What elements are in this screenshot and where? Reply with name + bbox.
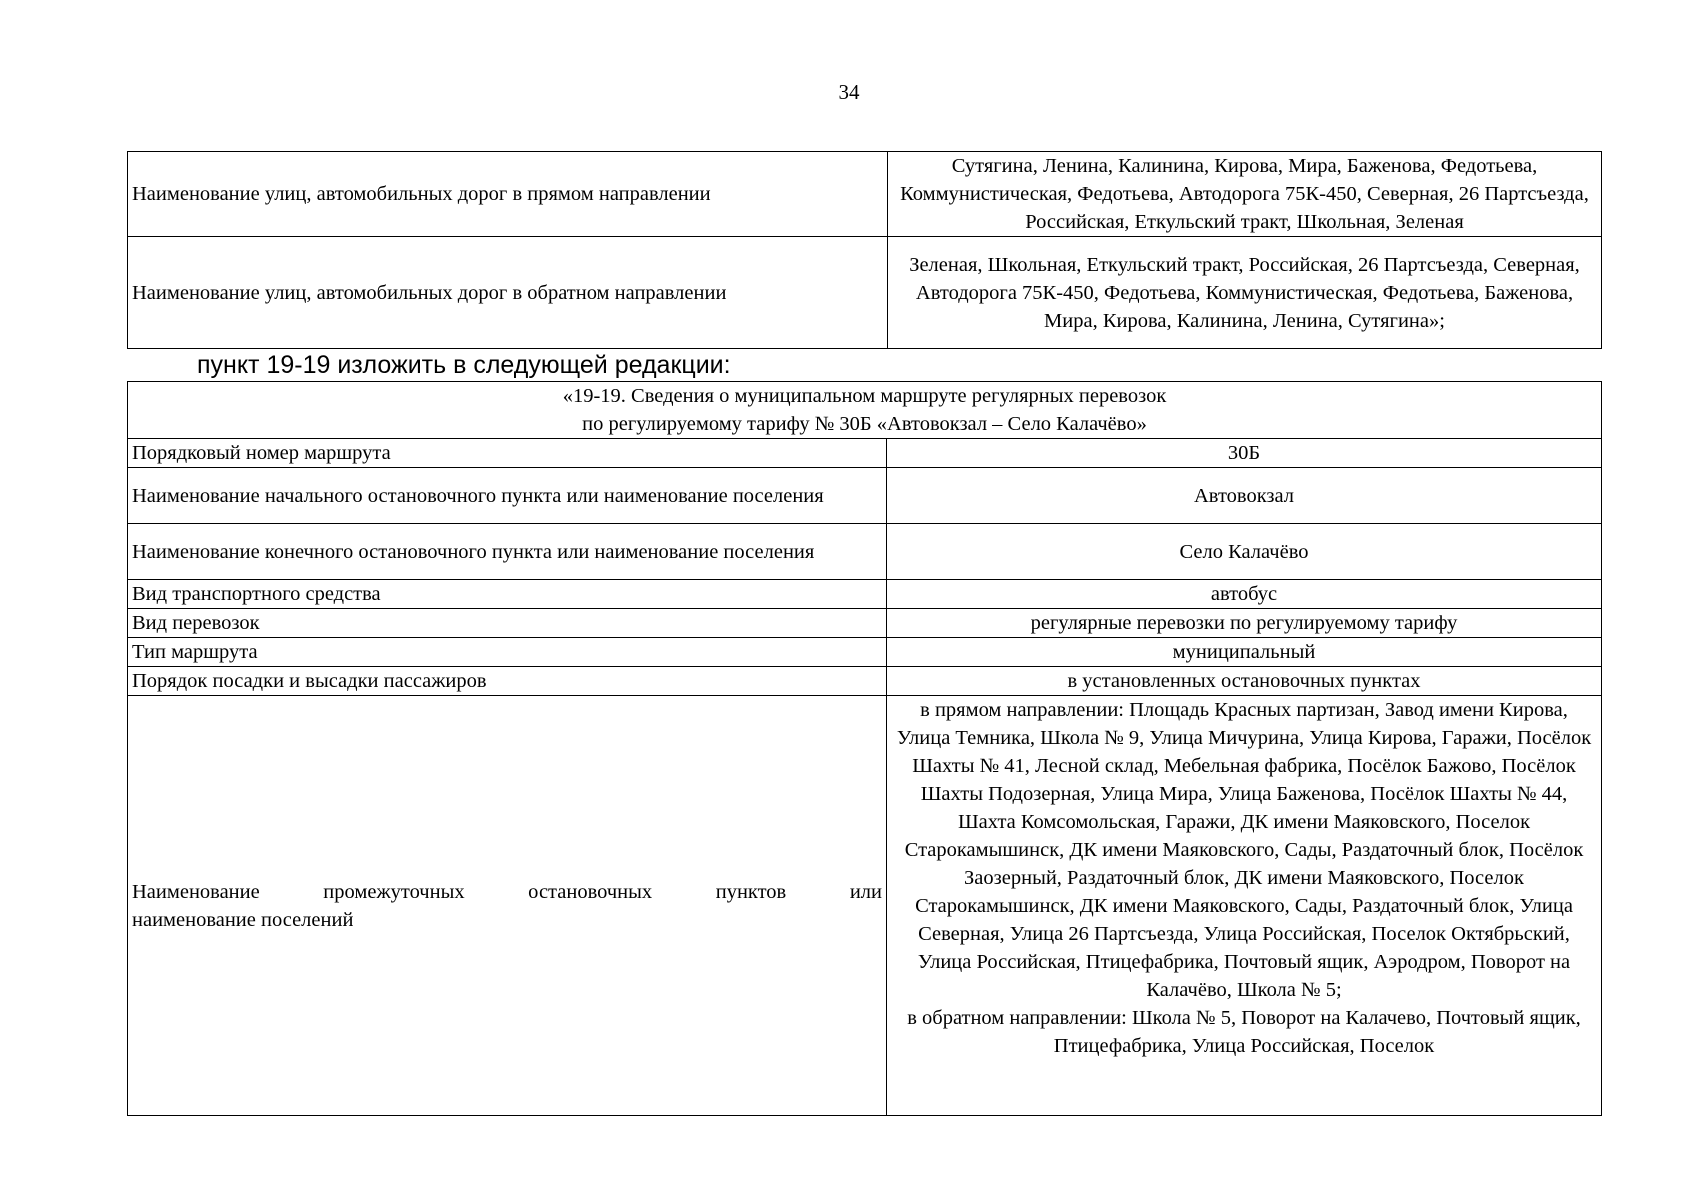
forward-streets-label: Наименование улиц, автомобильных дорог в прямом направлении [128,152,888,237]
table-row [128,667,1602,696]
table-row [128,696,1602,1116]
transport-kind-value: регулярные перевозки по регулируемому тарифу [887,609,1602,638]
end-stop-label: Наименование конечного остановочного пункта или наименование поселения [128,524,887,580]
intermediate-stops-label-line-1: Наименование промежуточных остановочных пунктов или [132,880,882,903]
route-number-label: Порядковый номер маршрута [128,439,887,468]
route-number-value: 30Б [887,439,1602,468]
table-row [128,580,1602,609]
boarding-order-value: в установленных остановочных пунктах [887,667,1602,696]
backward-stops-text: в обратном направлении: Школа № 5, Поворот на Калачево, Почтовый ящик, Птицефабрика, Улица Российская, Поселок [907,1007,1581,1057]
page-number: 34 [838,80,860,104]
table-row [128,524,1602,580]
table-row [128,237,1602,349]
intermediate-stops-label-line-2: наименование поселений [132,908,354,931]
table-row [128,439,1602,468]
end-stop-value: Село Калачёво [887,524,1602,580]
route-title-line-2: по регулируемому тарифу № 30Б «Автовокзал – Село Калачёво» [582,413,1147,435]
table-row [128,468,1602,524]
intermediate-stops-value [887,696,1602,1116]
start-stop-label: Наименование начального остановочного пункта или наименование поселения [128,468,887,524]
table-row [128,152,1602,237]
route-info-table [127,381,1602,1116]
transport-kind-label: Вид перевозок [128,609,887,638]
backward-streets-label: Наименование улиц, автомобильных дорог в обратном направлении [128,237,888,349]
start-stop-value: Автовокзал [887,468,1602,524]
intermediate-stops-label [128,696,887,1116]
forward-stops-text: в прямом направлении: Площадь Красных партизан, Завод имени Кирова, Улица Темника, Школа № 9, Улица Мичурина, Улица Кирова, Гаражи, Посёлок Шахты № 41, Лесной склад, Мебельная фабрика, Посёлок Бажово, Посёлок Шахты Подозерная, Улица Мира, Улица Баженова, Посёлок Шахты № 44, Шахта Комсомольская, Гаражи, ДК имени Маяковского, Поселок Старокамышинск, ДК имени Маяковского, Сады, Раздаточный блок, Посёлок Заозерный, Раздаточный блок, ДК имени Маяковского, Поселок Старокамышинск, ДК имени Маяковского, Сады, Раздаточный блок, Улица Северная, Улица 26 Партсъезда, Улица Российская, Поселок Октябрьский, Улица Российская, Птицефабрика, Почтовый ящик, Аэродром, Поворот на Калачёво, Школа № 5; [896,699,1592,1001]
backward-streets-value: Зеленая, Школьная, Еткульский тракт, Российская, 26 Партсъезда, Северная, Автодорога 75К-450, Федотьева, Коммунистическая, Федотьева, Баженова, Мира, Кирова, Калинина, Ленина, Сутягина»; [888,237,1602,349]
forward-streets-value: Сутягина, Ленина, Калинина, Кирова, Мира, Баженова, Федотьева, Коммунистическая, Федотьева, Автодорога 75К-450, Северная, 26 Партсъезда, Российская, Еткульский тракт, Школьная, Зеленая [888,152,1602,237]
table-row [128,638,1602,667]
route-title-line-1: «19-19. Сведения о муниципальном маршруте регулярных перевозок [562,385,1167,407]
route-type-value: муниципальный [887,638,1602,667]
vehicle-type-label: Вид транспортного средства [128,580,887,609]
table-row [128,609,1602,638]
route-table-title [128,382,1602,439]
streets-table [127,151,1602,349]
amendment-intro: пункт 19-19 изложить в следующей редакции: [197,351,731,379]
boarding-order-label: Порядок посадки и высадки пассажиров [128,667,887,696]
route-type-label: Тип маршрута [128,638,887,667]
vehicle-type-value: автобус [887,580,1602,609]
table-header-row [128,382,1602,439]
